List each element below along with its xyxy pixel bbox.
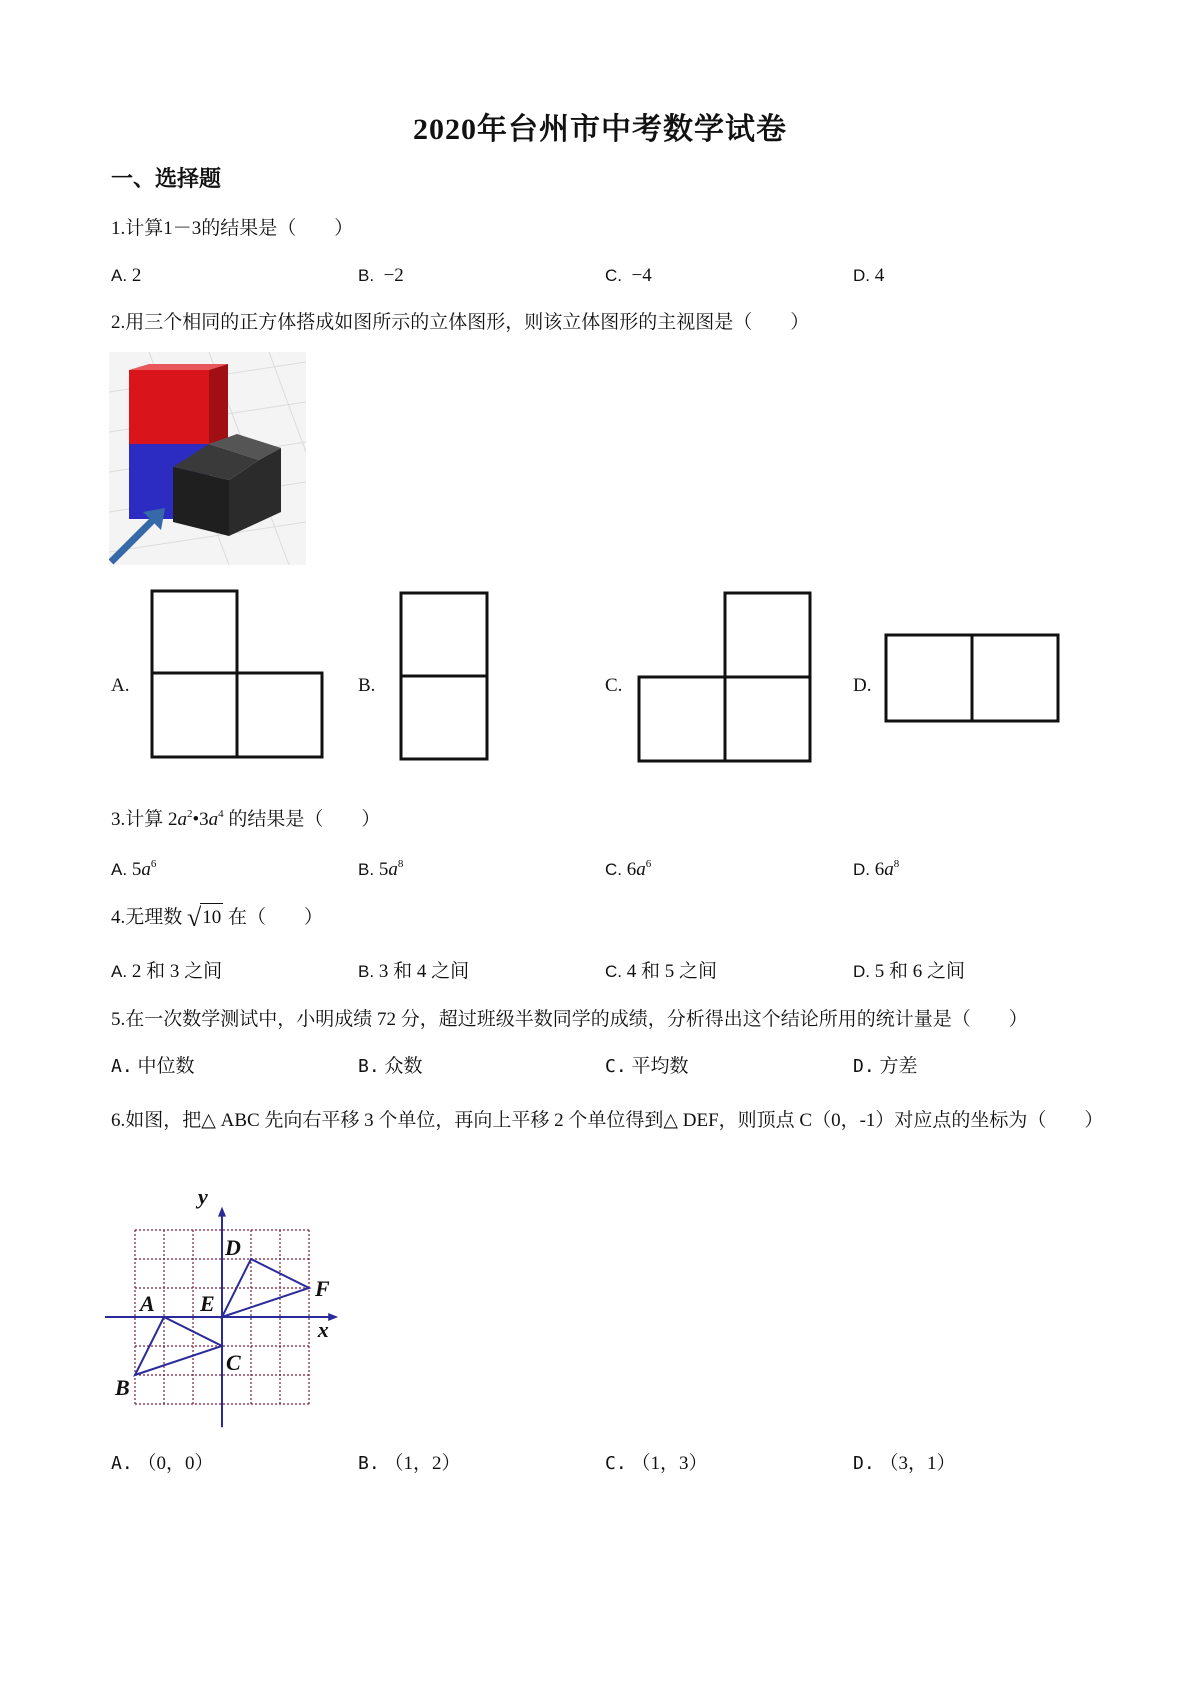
option-label: B. [358, 675, 376, 696]
point-label-b: B [115, 1375, 130, 1400]
q2-option-a[interactable] [111, 672, 129, 700]
question-1-stem: 1.计算1－3的结果是（ ） [111, 218, 354, 239]
top-cube [129, 370, 209, 444]
q1-option-d[interactable] [853, 262, 884, 290]
option-label: C. [605, 266, 622, 285]
coordinate-figure [105, 1188, 355, 1433]
radicand: 10 [200, 903, 223, 932]
option-label: B. [358, 266, 375, 285]
q2-option-c[interactable] [605, 672, 622, 700]
q6-option-c[interactable]: C. （1，3） [605, 1453, 708, 1474]
q1-option-b[interactable] [358, 262, 404, 290]
question-4-stem: 4.无理数 √10 在（ ） [111, 903, 324, 932]
point-label-e: E [200, 1291, 215, 1316]
expression: $2a^2•3a^4$ [168, 808, 224, 830]
option-label: A. [111, 675, 130, 696]
q3-option-c[interactable]: C. $6a^6$ [605, 858, 652, 880]
q6-option-d[interactable]: D. （3，1） [853, 1453, 956, 1474]
q3-option-d[interactable]: D. $6a^8$ [853, 858, 900, 880]
q5-option-b[interactable]: B. 众数 [358, 1056, 423, 1077]
q2-option-a-figure[interactable] [146, 585, 328, 765]
point-label-d: D [225, 1235, 241, 1260]
q2-option-c-figure[interactable] [633, 587, 821, 771]
q2-option-d[interactable] [853, 672, 871, 700]
q2-option-d-figure[interactable] [880, 629, 1068, 727]
q1-option-c[interactable] [605, 262, 652, 290]
option-text: −2 [383, 265, 404, 286]
q6-option-b[interactable]: B. （1，2） [358, 1453, 461, 1474]
q4-option-a[interactable]: A. 2 和 3 之间 [111, 961, 223, 982]
y-axis-label: y [198, 1188, 208, 1209]
option-label: C. [605, 675, 623, 696]
sqrt-icon: √ [187, 903, 202, 932]
q2-option-b[interactable] [358, 672, 375, 700]
question-2-stem: 2.用三个相同的正方体搭成如图所示的立体图形，则该立体图形的主视图是（ ） [111, 312, 810, 333]
q5-option-a[interactable]: A. 中位数 [111, 1056, 195, 1077]
q3-option-a[interactable]: A. $5a^6$ [111, 858, 157, 880]
q4-option-b[interactable]: B. 3 和 4 之间 [358, 961, 470, 982]
question-5-stem: 5.在一次数学测试中，小明成绩 72 分，超过班级半数同学的成绩，分析得出这个结论所用的统计量是（ ） [111, 1009, 1028, 1030]
section-heading: 一、选择题 [111, 166, 222, 191]
x-axis-arrow-icon [328, 1313, 338, 1321]
q1-option-a[interactable] [111, 262, 141, 290]
x-axis-label: x [317, 1317, 329, 1342]
q3-option-b[interactable]: B. $5a^8$ [358, 858, 404, 880]
page-title: 2020年台州市中考数学试卷 [413, 113, 787, 146]
q4-option-d[interactable]: D. 5 和 6 之间 [853, 961, 966, 982]
question-3-stem: 3.计算 $2a^2•3a^4$ 的结果是（ ） [111, 808, 381, 830]
option-label: D. [853, 266, 870, 285]
q5-option-c[interactable]: C. 平均数 [605, 1056, 689, 1077]
q5-option-d[interactable]: D. 方差 [853, 1056, 918, 1077]
option-label: D. [853, 675, 872, 696]
option-text: −4 [631, 265, 652, 286]
q2-option-b-figure[interactable] [395, 587, 495, 767]
q4-option-c[interactable]: C. 4 和 5 之间 [605, 961, 718, 982]
point-label-c: C [226, 1350, 241, 1375]
point-label-a: A [140, 1291, 155, 1316]
question-6-stem: 6.如图，把△ ABC 先向右平移 3 个单位，再向上平移 2 个单位得到△ DEF，则顶点 C（0，-1）对应点的坐标为（ ） [111, 1110, 1104, 1131]
q6-option-a[interactable]: A. （0，0） [111, 1453, 214, 1474]
option-label: A. [111, 266, 128, 285]
option-text: 4 [874, 265, 885, 286]
y-axis-arrow-icon [218, 1207, 226, 1217]
point-label-f: F [315, 1276, 330, 1301]
option-text: 2 [131, 265, 142, 286]
cube-figure [109, 352, 306, 565]
